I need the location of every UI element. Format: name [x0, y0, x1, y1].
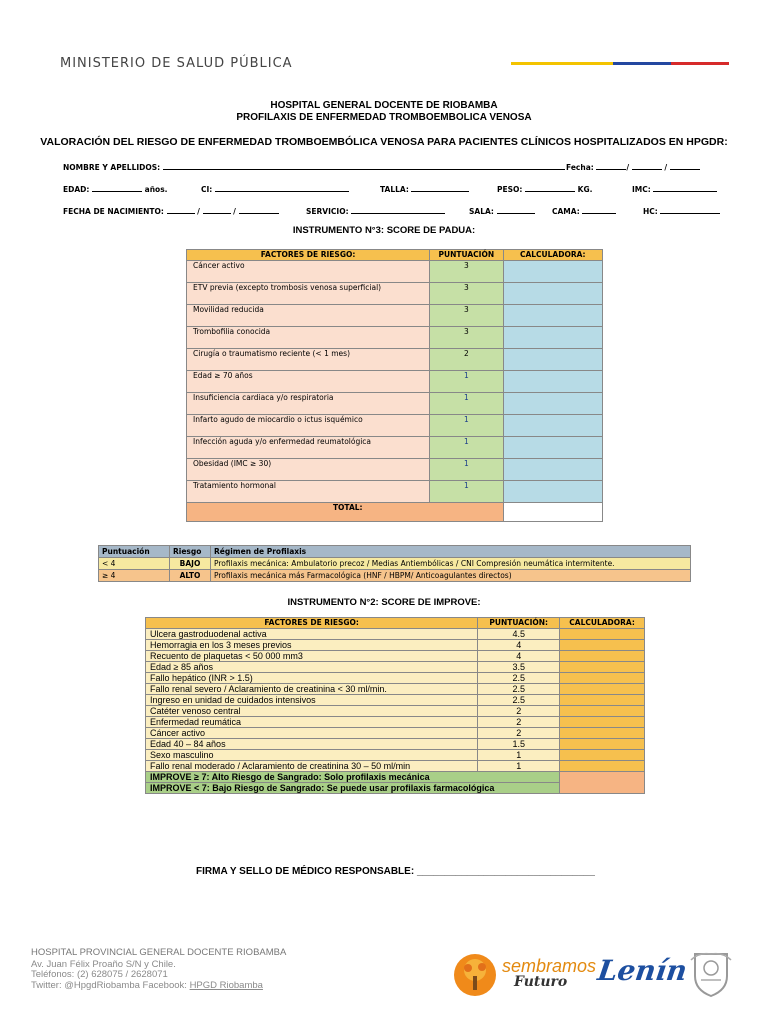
improve-calc-cell[interactable] — [560, 706, 645, 717]
padua-score: 1 — [430, 371, 503, 393]
flag-stripe-blue — [613, 62, 671, 65]
ci-field[interactable] — [201, 183, 349, 194]
padua-calc-cell[interactable] — [503, 481, 603, 503]
regimen-header-risk: Riesgo — [170, 546, 211, 558]
padua-score: 1 — [430, 393, 503, 415]
table-row — [187, 261, 603, 283]
improve-factor: Enfermedad reumática — [146, 717, 478, 728]
table-row — [187, 437, 603, 459]
padua-header-factors: FACTORES DE RIESGO: — [187, 250, 430, 261]
table-row — [146, 640, 645, 651]
table-row — [187, 393, 603, 415]
document-subtitle: PROFILAXIS DE ENFERMEDAD TROMBOEMBOLICA VENOSA — [236, 112, 532, 123]
padua-factor: Insuficiencia cardiaca y/o respiratoria — [187, 393, 430, 415]
table-row — [187, 327, 603, 349]
padua-calc-cell[interactable] — [503, 415, 603, 437]
birthdate-label: FECHA DE NACIMIENTO: — [63, 207, 164, 216]
footer-social — [31, 980, 263, 991]
padua-factor: Edad ≥ 70 años — [187, 371, 430, 393]
padua-score: 1 — [430, 437, 503, 459]
regimen-risk: BAJO — [170, 558, 211, 570]
table-row — [187, 305, 603, 327]
regimen-text: Profilaxis mecánica: Ambulatorio precoz / Medias Antiembólicas / CNI Compresión neumática intermitente. — [211, 558, 691, 570]
improve-factor: Recuento de plaquetas < 50 000 mm3 — [146, 651, 478, 662]
improve-score: 3.5 — [478, 662, 560, 673]
improve-score: 1 — [478, 750, 560, 761]
years-label: años. — [144, 185, 168, 194]
improve-factor: Catéter venoso central — [146, 706, 478, 717]
table-row — [146, 695, 645, 706]
improve-score: 2 — [478, 728, 560, 739]
bmi-field[interactable] — [632, 183, 717, 194]
room-field[interactable] — [469, 205, 535, 216]
signature-line: FIRMA Y SELLO DE MÉDICO RESPONSABLE: ________________________________ — [196, 866, 595, 877]
padua-title: INSTRUMENTO N°3: SCORE DE PADUA: — [292, 225, 476, 236]
improve-score: 1.5 — [478, 739, 560, 750]
table-row — [146, 651, 645, 662]
padua-calc-cell[interactable] — [503, 305, 603, 327]
table-row — [146, 728, 645, 739]
improve-score: 1 — [478, 761, 560, 772]
record-field[interactable] — [643, 205, 720, 216]
improve-factor: Cáncer activo — [146, 728, 478, 739]
padua-calc-cell[interactable] — [503, 283, 603, 305]
improve-factor: Ulcera gastroduodenal activa — [146, 629, 478, 640]
improve-score: 4 — [478, 651, 560, 662]
height-label: TALLA: — [380, 185, 409, 194]
table-row — [187, 481, 603, 503]
service-label: SERVICIO: — [306, 207, 349, 216]
date-label: Fecha: — [566, 163, 594, 172]
flag-stripe-yellow — [511, 62, 613, 65]
padua-score: 1 — [430, 459, 503, 481]
table-row — [146, 706, 645, 717]
regimen-score: < 4 — [99, 558, 170, 570]
date-field[interactable]: Fecha: / / — [566, 161, 700, 172]
improve-score: 2.5 — [478, 673, 560, 684]
improve-factor: Fallo renal severo / Aclaramiento de creatinina < 30 ml/min. — [146, 684, 478, 695]
footer-twitter: Twitter: @HpgdRiobamba Facebook: — [31, 980, 190, 991]
record-label: HC: — [643, 207, 658, 216]
improve-score: 2 — [478, 717, 560, 728]
improve-calc-cell[interactable] — [560, 728, 645, 739]
improve-calc-cell[interactable] — [560, 640, 645, 651]
improve-score: 4 — [478, 640, 560, 651]
table-row — [146, 750, 645, 761]
padua-calc-cell[interactable] — [503, 349, 603, 371]
improve-factor: Sexo masculino — [146, 750, 478, 761]
assessment-title: VALORACIÓN DEL RIESGO DE ENFERMEDAD TROMBOEMBÓLICA VENOSA PARA PACIENTES CLÍNICOS HOSPITALIZADOS EN HPGDR: — [40, 136, 728, 148]
padua-score: 1 — [430, 481, 503, 503]
padua-score: 2 — [430, 349, 503, 371]
name-line[interactable] — [163, 161, 565, 170]
improve-factor: Edad ≥ 85 años — [146, 662, 478, 673]
improve-calc-cell[interactable] — [560, 750, 645, 761]
improve-factor: Fallo renal moderado / Aclaramiento de creatinina 30 – 50 ml/min — [146, 761, 478, 772]
name-field[interactable] — [63, 161, 565, 172]
improve-score: 4.5 — [478, 629, 560, 640]
table-row — [146, 761, 645, 772]
table-row — [99, 558, 691, 570]
padua-factor: Infarto agudo de miocardio o ictus isquémico — [187, 415, 430, 437]
improve-calc-cell[interactable] — [560, 761, 645, 772]
regimen-score: ≥ 4 — [99, 570, 170, 582]
improve-title: INSTRUMENTO N°2: SCORE DE IMPROVE: — [287, 597, 481, 608]
improve-score: 2.5 — [478, 684, 560, 695]
weight-field[interactable] — [497, 183, 592, 194]
bed-label: CAMA: — [552, 207, 580, 216]
padua-header-score: PUNTUACIÓN — [430, 250, 503, 261]
hospital-title: HOSPITAL GENERAL DOCENTE DE RIOBAMBA — [270, 100, 498, 111]
footer-hospital: HOSPITAL PROVINCIAL GENERAL DOCENTE RIOBAMBA — [31, 947, 287, 958]
tree-icon — [452, 952, 498, 998]
improve-calc-cell[interactable] — [560, 673, 645, 684]
futuro-text: Futuro — [514, 974, 568, 990]
padua-header-calc: CALCULADORA: — [503, 250, 603, 261]
regimen-text: Profilaxis mecánica más Farmacológica (HNF / HBPM/ Anticoagulantes directos) — [211, 570, 691, 582]
birthdate-field[interactable]: FECHA DE NACIMIENTO: / / — [63, 205, 279, 216]
improve-factor: Edad 40 – 84 años — [146, 739, 478, 750]
sembramos-futuro-logo — [452, 952, 597, 998]
padua-score: 1 — [430, 415, 503, 437]
improve-low-risk-note: IMPROVE < 7: Bajo Riesgo de Sangrado: Se puede usar profilaxis farmacológica — [146, 783, 560, 794]
padua-calc-cell[interactable] — [503, 261, 603, 283]
table-row — [187, 415, 603, 437]
padua-factor: Infección aguda y/o enfermedad reumatológica — [187, 437, 430, 459]
ministry-name: MINISTERIO DE SALUD PÚBLICA — [60, 56, 293, 71]
improve-calc-cell[interactable] — [560, 717, 645, 728]
improve-calc-cell[interactable] — [560, 662, 645, 673]
weight-label: PESO: — [497, 185, 523, 194]
padua-factor: Movilidad reducida — [187, 305, 430, 327]
improve-header-calc: CALCULADORA: — [560, 618, 645, 629]
table-row — [146, 684, 645, 695]
improve-header-factors: FACTORES DE RIESGO: — [146, 618, 478, 629]
improve-score: 2.5 — [478, 695, 560, 706]
padua-score: 3 — [430, 261, 503, 283]
improve-calc-cell[interactable] — [560, 695, 645, 706]
sembramos-text: sembramos — [502, 956, 597, 976]
regimen-risk: ALTO — [170, 570, 211, 582]
bmi-label: IMC: — [632, 185, 651, 194]
age-label: EDAD: — [63, 185, 90, 194]
height-field[interactable] — [380, 183, 469, 194]
table-row — [187, 283, 603, 305]
padua-factor: Cirugía o traumatismo reciente (< 1 mes) — [187, 349, 430, 371]
table-row — [146, 662, 645, 673]
padua-calc-cell[interactable] — [503, 437, 603, 459]
padua-calc-cell[interactable] — [503, 393, 603, 415]
improve-score: 2 — [478, 706, 560, 717]
ci-label: CI: — [201, 185, 213, 194]
padua-score: 3 — [430, 327, 503, 349]
regimen-header-score: Puntuación — [99, 546, 170, 558]
table-row — [99, 570, 691, 582]
padua-calc-cell[interactable] — [503, 327, 603, 349]
padua-total-input[interactable] — [503, 503, 603, 522]
improve-calc-cell[interactable] — [560, 629, 645, 640]
table-row — [187, 349, 603, 371]
improve-factor: Ingreso en unidad de cuidados intensivos — [146, 695, 478, 706]
table-row — [146, 739, 645, 750]
regimen-table — [98, 545, 691, 582]
table-row — [146, 673, 645, 684]
improve-table — [145, 617, 645, 794]
padua-calc-cell[interactable] — [503, 459, 603, 481]
footer-phones: Teléfonos: (2) 628075 / 2628071 — [31, 969, 168, 980]
padua-factor: Obesidad (IMC ≥ 30) — [187, 459, 430, 481]
padua-factor: Trombofilia conocida — [187, 327, 430, 349]
improve-calc-cell[interactable] — [560, 739, 645, 750]
improve-calc-cell[interactable] — [560, 684, 645, 695]
room-label: SALA: — [469, 207, 494, 216]
padua-score: 3 — [430, 305, 503, 327]
age-field[interactable] — [63, 183, 168, 194]
kg-label: KG. — [577, 185, 593, 194]
padua-factor: Tratamiento hormonal — [187, 481, 430, 503]
regimen-header-regimen: Régimen de Profilaxis — [211, 546, 691, 558]
improve-factor: Fallo hepático (INR > 1.5) — [146, 673, 478, 684]
coat-of-arms-icon — [689, 950, 733, 1003]
table-row — [146, 717, 645, 728]
improve-high-risk-note: IMPROVE ≥ 7: Alto Riesgo de Sangrado: Solo profilaxis mecánica — [146, 772, 560, 783]
padua-calc-cell[interactable] — [503, 371, 603, 393]
name-label: NOMBRE Y APELLIDOS: — [63, 163, 161, 172]
improve-factor: Hemorragia en los 3 meses previos — [146, 640, 478, 651]
table-row — [187, 459, 603, 481]
improve-calc-cell[interactable] — [560, 651, 645, 662]
footer-address: Av. Juan Félix Proaño S/N y Chile. — [31, 959, 176, 970]
improve-header-score: PUNTUACIÓN: — [478, 618, 560, 629]
padua-factor: ETV previa (excepto trombosis venosa superficial) — [187, 283, 430, 305]
table-row — [187, 371, 603, 393]
padua-score: 3 — [430, 283, 503, 305]
padua-total-label: TOTAL: — [187, 503, 504, 522]
table-row — [146, 629, 645, 640]
padua-factor: Cáncer activo — [187, 261, 430, 283]
facebook-link[interactable]: HPGD Riobamba — [189, 980, 263, 991]
lenin-signature-logo: Lenín — [595, 954, 690, 987]
bed-field[interactable] — [552, 205, 616, 216]
padua-table — [186, 249, 603, 522]
service-field[interactable] — [306, 205, 445, 216]
improve-total-cell[interactable] — [560, 772, 645, 794]
flag-stripe-red — [671, 62, 729, 65]
